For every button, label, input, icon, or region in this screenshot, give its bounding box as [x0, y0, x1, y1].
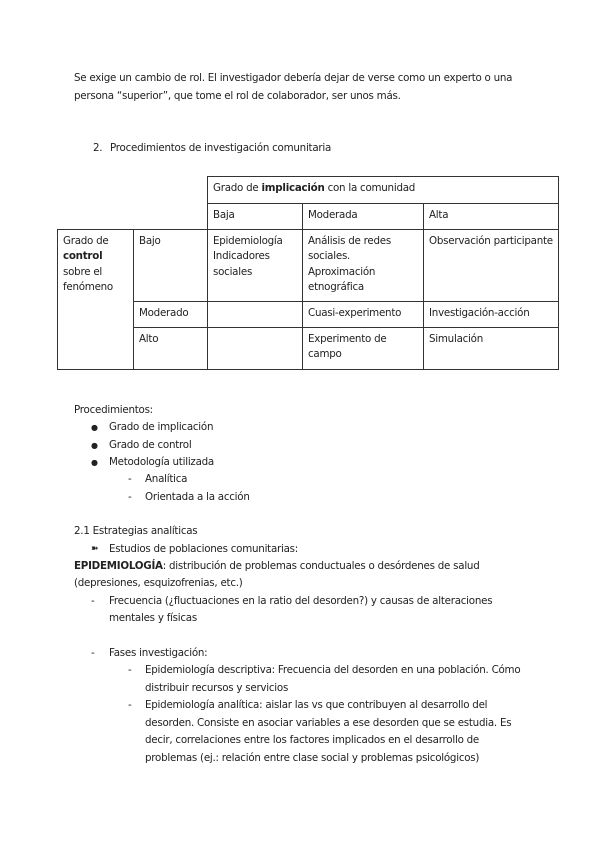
section-title: Procedimientos de investigación comunitaria: [110, 142, 332, 154]
sub-list-item-cont: problemas (ej.: relación entre clase social y problemas psicológicos): [145, 752, 480, 764]
row-label: Bajo: [134, 230, 208, 302]
dash-icon: -: [128, 699, 132, 711]
table-cell: Simulación: [424, 328, 559, 370]
dash-icon: -: [91, 595, 95, 607]
table-cell: [208, 302, 303, 328]
intro-line-2: persona “superior”, que tome el rol de colaborador, ser unos más.: [74, 90, 401, 102]
epidemiologia-definition-cont: (depresiones, esquizofrenias, etc.): [74, 577, 243, 589]
dash-icon: -: [128, 491, 132, 503]
list-item: Grado de implicación: [109, 421, 214, 433]
estrategias-title: 2.1 Estrategias analíticas: [74, 525, 198, 537]
dash-icon: -: [128, 473, 132, 485]
intro-line-1: Se exige un cambio de rol. El investigador debería dejar de verse como un experto o una: [74, 72, 513, 84]
column-header: Baja: [208, 204, 303, 230]
table-cell: Cuasi-experimento: [303, 302, 424, 328]
sub-list-item-cont: distribuir recursos y servicios: [145, 682, 289, 694]
column-header: Moderada: [303, 204, 424, 230]
arrow-icon: ➽: [91, 544, 99, 554]
sub-list-item: Analítica: [145, 473, 188, 485]
table-header-implicacion: Grado de implicación con la comunidad: [208, 177, 559, 204]
table-cell: Observación participante: [424, 230, 559, 302]
bullet-icon: ●: [91, 441, 98, 450]
sub-list-item: Epidemiología descriptiva: Frecuencia del desorden en una población. Cómo: [145, 664, 521, 676]
section-number: 2.: [93, 142, 103, 154]
table-cell: [208, 328, 303, 370]
table-row: [58, 230, 559, 302]
table-row: [58, 302, 559, 328]
dash-icon: -: [128, 664, 132, 676]
list-item: Metodología utilizada: [109, 456, 214, 468]
epidemiologia-definition: EPIDEMIOLOGÍA: distribución de problemas conductuales o desórdenes de salud: [74, 560, 480, 572]
sub-list-item-cont: desorden. Consiste en asociar variables a ese desorden que se estudia. Es: [145, 717, 512, 729]
sub-list-item-cont: decir, correlaciones entre los factores implicados en el desarrollo de: [145, 734, 480, 746]
column-header: Alta: [424, 204, 559, 230]
list-item: Grado de control: [109, 439, 192, 451]
list-item: Fases investigación:: [109, 647, 208, 659]
dash-icon: -: [91, 647, 95, 659]
procedimientos-title: Procedimientos:: [74, 404, 153, 416]
bullet-icon: ●: [91, 458, 98, 467]
row-label: Moderado: [134, 302, 208, 328]
table-cell: Análisis de redes sociales. Aproximación etnográfica: [303, 230, 424, 302]
list-item-cont: mentales y físicas: [109, 612, 197, 624]
sub-list-item: Orientada a la acción: [145, 491, 250, 503]
list-item: Frecuencia (¿fluctuaciones en la ratio del desorden?) y causas de alteraciones: [109, 595, 493, 607]
table-cell: Epidemiología Indicadores sociales: [208, 230, 303, 302]
row-header-control: Grado de control sobre el fenómeno: [58, 230, 134, 370]
sub-list-item: Epidemiología analítica: aislar las vs que contribuyen al desarrollo del: [145, 699, 488, 711]
row-label: Alto: [134, 328, 208, 370]
table-row: [58, 328, 559, 370]
list-item: Estudios de poblaciones comunitarias:: [109, 543, 299, 555]
procedures-table: [57, 176, 559, 370]
table-cell: Experimento de campo: [303, 328, 424, 370]
table-cell: Investigación-acción: [424, 302, 559, 328]
bullet-icon: ●: [91, 423, 98, 432]
